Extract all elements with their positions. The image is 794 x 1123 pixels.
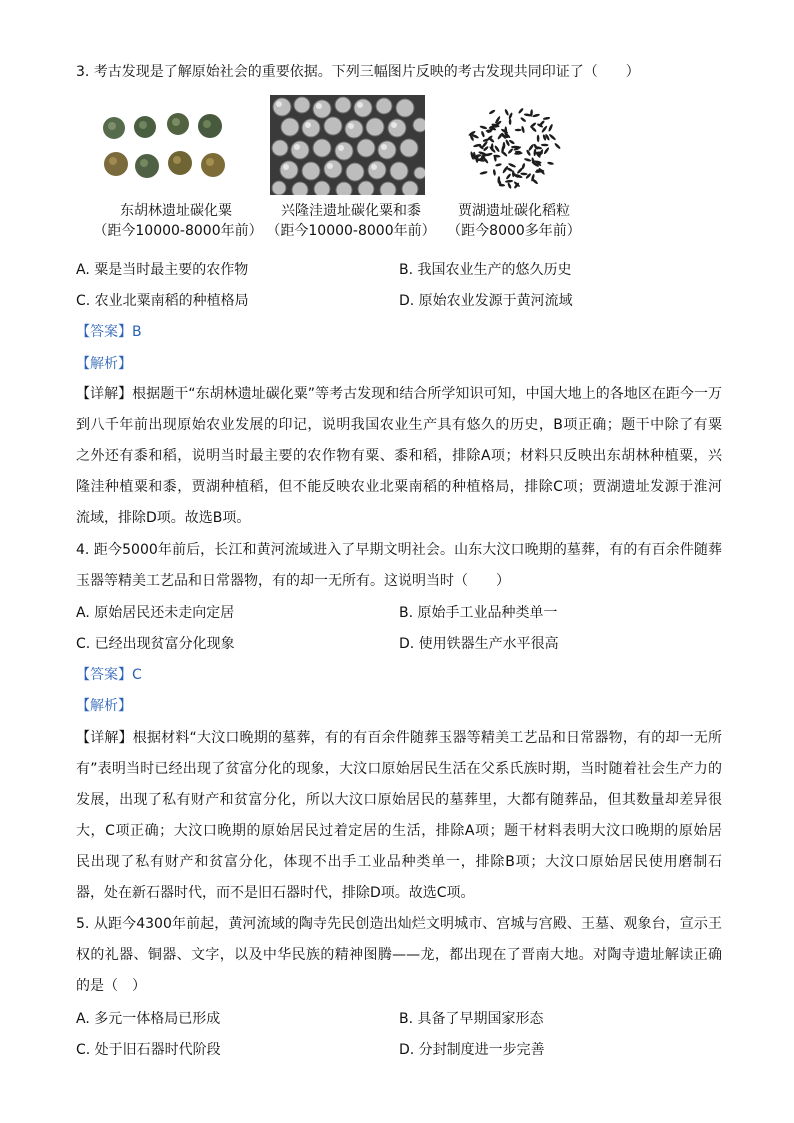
question-5-stem: 的是（ ） (76, 978, 146, 994)
q4-option-c: C. 已经出现贫富分化现象 (76, 636, 235, 652)
q4-detail-line: 有”表明当时已经出现了贫富分化的现象，大汶口原始居民生活在父系氏族时期，当时随着社会生产力的 (76, 761, 722, 777)
question-4-stem: 玉器等精美工艺品和日常器物，有的却一无所有。这说明当时（ ） (76, 573, 510, 589)
q5-option-b: B. 具备了早期国家形态 (399, 1011, 544, 1027)
q5-option-a: A. 多元一体格局已形成 (76, 1011, 221, 1027)
q3-detail-line: 【详解】根据题干“东胡林遗址碳化粟”等考古发现和结合所学知识可知，中国大地上的各地区在距今一万 (76, 386, 722, 402)
carbonized-millet-broomcorn-photo (270, 95, 425, 195)
q3-option-c: C. 农业北粟南稻的种植格局 (76, 293, 249, 309)
q3-answer: 【答案】B (76, 324, 142, 340)
question-4-stem: 4. 距今5000年前后，长江和黄河流域进入了早期文明社会。山东大汶口晚期的墓葬，有的有百余件随葬 (76, 542, 722, 558)
q4-detail-line: 【详解】根据材料“大汶口晚期的墓葬，有的有百余件随葬玉器等精美工艺品和日常器物，有的却一无所 (76, 730, 722, 746)
carbonized-rice-photo (460, 97, 568, 193)
image-1-caption: 东胡林遗址碳化粟 (120, 203, 232, 219)
q4-answer: 【答案】C (76, 667, 142, 683)
q4-detail-line: 大，C项正确；大汶口晚期的原始居民过着定居的生活，排除A项；题干材料表明大汶口晚期的原始居 (76, 823, 722, 839)
carbonized-millet-photo (96, 103, 236, 195)
q3-detail-line: 流域，排除D项。故选B项。 (76, 510, 251, 526)
q4-option-a: A. 原始居民还未走向定居 (76, 605, 235, 621)
q4-analysis-heading: 【解析】 (76, 698, 132, 714)
image-3-date: （距今8000多年前） (447, 223, 581, 239)
q3-option-a: A. 粟是当时最主要的农作物 (76, 262, 249, 278)
q5-option-d: D. 分封制度进一步完善 (399, 1042, 545, 1058)
question-5-stem: 权的礼器、铜器、文字，以及中华民族的精神图腾——龙，都出现在了晋南大地。对陶寺遗址解读正确 (76, 947, 722, 963)
question-5-stem: 5. 从距今4300年前起，黄河流域的陶寺先民创造出灿烂文明城市、宫城与宫殿、王墓、观象台，宣示王 (76, 916, 722, 932)
image-2-caption: 兴隆洼遗址碳化粟和黍 (281, 203, 421, 219)
q3-detail-line: 之外还有黍和稻，说明当时最主要的农作物有粟、黍和稻，排除A项；材料只反映出东胡林种植粟，兴 (76, 448, 722, 464)
q4-option-b: B. 原始手工业品种类单一 (399, 605, 558, 621)
q5-option-c: C. 处于旧石器时代阶段 (76, 1042, 221, 1058)
image-2-date: （距今10000-8000年前） (266, 223, 436, 239)
q4-detail-line: 民出现了私有财产和贫富分化，体现不出手工业品种类单一，排除B项；大汶口原始居民使用磨制石 (76, 854, 722, 870)
q4-option-d: D. 使用铁器生产水平很高 (399, 636, 559, 652)
image-1-date: （距今10000-8000年前） (93, 223, 263, 239)
image-3-caption: 贾湖遗址碳化稻粒 (458, 203, 570, 219)
q4-detail-line: 发展，出现了私有财产和贫富分化，所以大汶口原始居民的墓葬里，大都有随葬品，但其数量却差异很 (76, 792, 722, 808)
q3-analysis-heading: 【解析】 (76, 356, 132, 372)
q4-detail-line: 器，处在新石器时代，而不是旧石器时代，排除D项。故选C项。 (76, 885, 475, 901)
rice-grain (515, 129, 522, 132)
q3-detail-line: 隆洼种植粟和黍，贾湖种植稻，但不能反映农业北粟南稻的种植格局，排除C项；贾湖遗址发源于淮河 (76, 479, 722, 495)
question-3-stem: 3. 考古发现是了解原始社会的重要依据。下列三幅图片反映的考古发现共同印证了（ ） (76, 64, 640, 80)
q3-detail-line: 到八千年前出现原始农业发展的印记，说明我国农业生产具有悠久的历史，B项正确；题干中除了有粟 (76, 417, 722, 433)
q3-option-d: D. 原始农业发源于黄河流域 (399, 293, 573, 309)
q3-option-b: B. 我国农业生产的悠久历史 (399, 262, 572, 278)
